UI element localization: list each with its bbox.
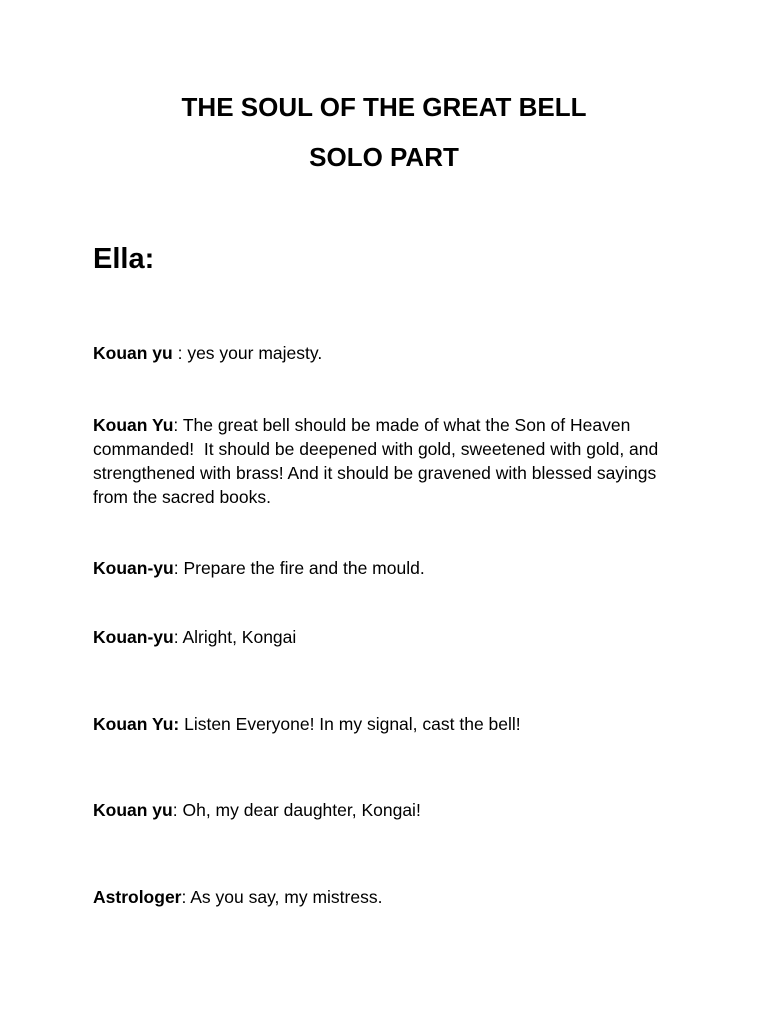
line-separator: : — [173, 415, 183, 435]
line-separator: : — [172, 800, 183, 820]
dialogue-line — [93, 798, 683, 822]
speaker-name: Kouan yu — [93, 800, 173, 820]
dialogue-line — [93, 885, 683, 909]
speaker-name: Astrologer — [93, 887, 182, 907]
speaker-name: Kouan Yu — [93, 415, 174, 435]
speaker-name: Kouan-yu — [93, 558, 174, 578]
dialogue-line — [93, 341, 683, 365]
dialogue-line — [93, 413, 683, 509]
speaker-heading: Ella: — [93, 243, 155, 275]
line-separator: : — [172, 343, 188, 363]
line-text: Oh, my dear daughter, Kongai! — [182, 800, 421, 820]
dialogue-line — [93, 625, 683, 649]
speaker-name: Kouan-yu — [93, 627, 174, 647]
line-text: The great bell should be made of what the Son of Heaven commanded! It should be deepened with gold, sweetened with gold, and strengthened with brass! And it should be gravened with blessed sayings from the sacred books. — [93, 415, 664, 507]
line-separator: : — [173, 558, 184, 578]
dialogue-line — [93, 556, 683, 580]
line-separator: : — [181, 887, 191, 907]
document-title: THE SOUL OF THE GREAT BELL — [181, 92, 587, 122]
line-separator: : — [173, 627, 183, 647]
line-text: Prepare the fire and the mould. — [183, 558, 425, 578]
line-text: yes your majesty. — [187, 343, 323, 363]
line-text: As you say, my mistress. — [190, 887, 383, 907]
dialogue-line — [93, 712, 683, 736]
document-subtitle: SOLO PART — [309, 142, 459, 172]
line-text: Alright, Kongai — [182, 627, 297, 647]
speaker-name: Kouan Yu: — [93, 714, 180, 734]
speaker-name: Kouan yu — [93, 343, 173, 363]
line-text: Listen Everyone! In my signal, cast the bell! — [184, 714, 521, 734]
